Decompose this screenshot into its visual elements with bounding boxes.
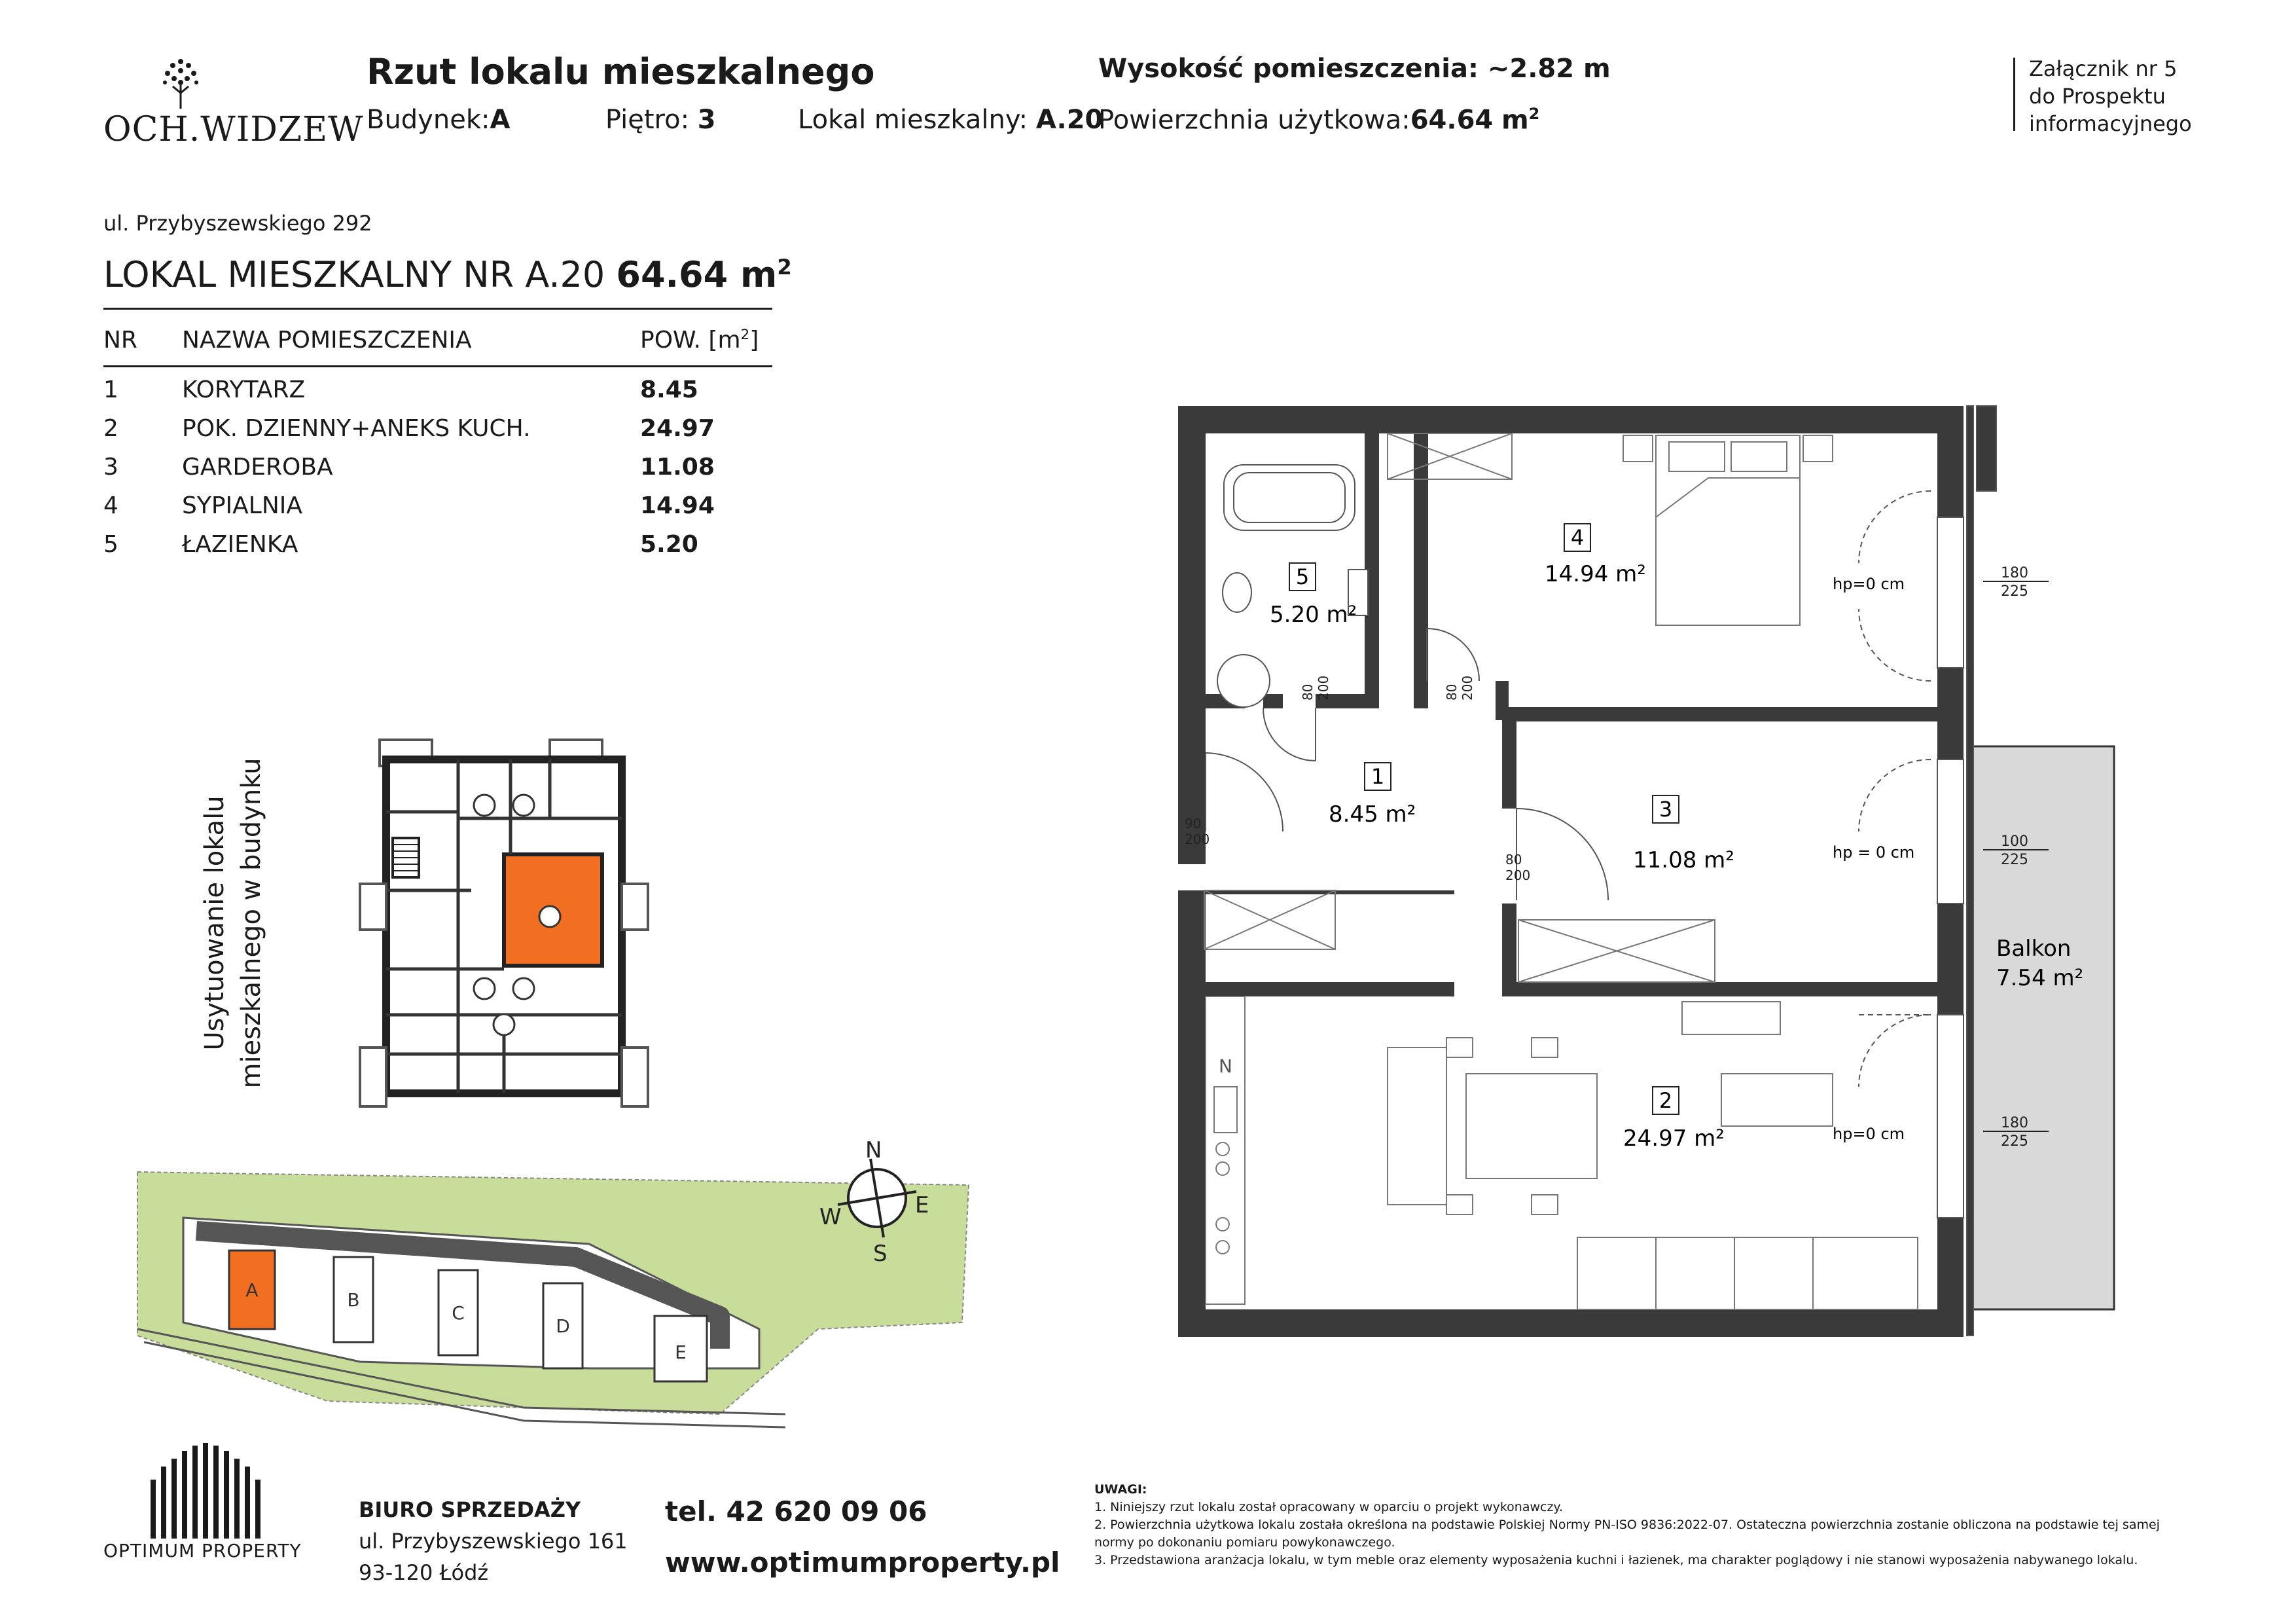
note-line: 1. Niniejszy rzut lokalu został opracowany w oparciu o projekt wykonawczy. [1094, 1500, 1564, 1514]
bed-icon [1623, 435, 1833, 625]
unit-label: Lokal mieszkalny: [798, 105, 1028, 135]
sales-office-street: ul. Przybyszewskiego 161 [359, 1529, 628, 1554]
door-height: 200 [1460, 675, 1475, 701]
window-height: 225 [2001, 1133, 2028, 1150]
phone-link[interactable]: tel. 42 620 09 06 [665, 1495, 927, 1527]
rooms-table [103, 308, 772, 560]
room-name: SYPIALNIA [182, 492, 303, 519]
note-line: 3. Przedstawiona aranżacja lokalu, w tym meble oraz elementy wyposażenia kuchni i łazienek, ma charakter poglądowy i nie stanowi wyposażenia nabywanego lokalu. [1094, 1553, 2138, 1567]
table-row [103, 406, 772, 445]
sales-office [359, 1494, 628, 1588]
compass-s: S [873, 1241, 888, 1267]
unit-heading-text: LOKAL MIESZKALNY NR A.20 [103, 254, 605, 295]
room-nr: 5 [1295, 564, 1310, 589]
col-area-sup: 2 [740, 327, 750, 343]
room-nr: 1 [103, 376, 118, 403]
area-unit: m [1501, 105, 1529, 136]
optimum-property-logo [151, 1440, 281, 1539]
building-label: A [245, 1279, 259, 1301]
room-area: 11.08 [640, 454, 715, 481]
door-width: 80 [1444, 684, 1460, 701]
attachment-line: Załącznik nr 5 [2029, 56, 2178, 81]
building-label: C [452, 1302, 465, 1324]
area-value: 64.64 [1410, 105, 1494, 136]
window-height: 225 [2001, 852, 2028, 868]
building-label: D [556, 1315, 570, 1337]
door-width: 80 [1300, 684, 1316, 701]
attachment-line: informacyjnego [2029, 111, 2192, 136]
room-name: GARDEROBA [182, 454, 333, 481]
col-area [640, 309, 772, 367]
window-height: 225 [2001, 583, 2028, 600]
door-height: 200 [1505, 867, 1531, 883]
room-nr: 2 [1659, 1088, 1673, 1113]
usable-area: Powierzchnia użytkowa:64.64 $m^2$ [1098, 105, 1540, 136]
contact-block [665, 1486, 1060, 1588]
area-label: Powierzchnia użytkowa: [1098, 105, 1410, 136]
building-a [229, 1250, 275, 1329]
balcony [1970, 746, 2114, 1309]
room-area: 8.45 m² [1329, 801, 1416, 828]
building-b [334, 1257, 373, 1342]
room-area: 24.97 m² [1623, 1125, 1725, 1152]
col-name: NAZWA POMIESZCZENIA [182, 309, 640, 367]
room-nr: 2 [103, 415, 118, 442]
compass-n: N [865, 1137, 882, 1163]
attachment-note [2029, 55, 2192, 137]
note-line: 2. Powierzchnia użytkowa lokalu została określona na podstawie Polskiej Normy PN-ISO 9836:2022-07. Ostateczna powierzchnia zostanie obliczona na podstawie tej samej [1094, 1518, 2160, 1532]
door-height: 200 [1185, 831, 1210, 847]
page-title: Rzut lokalu mieszkalnego [367, 51, 875, 92]
unit-heading [103, 254, 792, 295]
window-width: 180 [2001, 565, 2028, 581]
room-area: 5.20 [640, 531, 698, 558]
room-tag-4 [1545, 524, 1646, 587]
location-label-line: mieszkalnego w budynku [236, 757, 266, 1089]
sales-office-title: BIURO SPRZEDAŻY [359, 1497, 581, 1522]
compass-e: E [915, 1192, 929, 1218]
door-height: 200 [1316, 675, 1331, 701]
room-tag-2 [1623, 1087, 1725, 1152]
site-plan [131, 1137, 982, 1447]
brand-logo-text: OCH.WIDZEW [103, 110, 364, 149]
website-link[interactable]: www.optimumproperty.pl [665, 1546, 1060, 1578]
unit-heading-sup: 2 [777, 255, 792, 280]
room-area: 11.08 m² [1633, 847, 1734, 873]
building-label: B [347, 1289, 360, 1311]
unit-info-line [367, 105, 1103, 135]
room-area: 14.94 m² [1545, 561, 1646, 587]
location-label-line: Usytuowanie lokalu [200, 795, 230, 1051]
col-area-close: ] [749, 327, 759, 354]
room-area: 14.94 [640, 492, 715, 519]
sill-height-label: hp=0 cm [1833, 1125, 1905, 1143]
col-nr: NR [103, 309, 182, 367]
compass-w: W [819, 1204, 842, 1230]
notes [1094, 1481, 2220, 1569]
room-nr: 4 [1570, 525, 1585, 550]
unit-heading-area: 64.64 m [616, 254, 778, 295]
table-header-row [103, 309, 772, 367]
sill-height-label: hp = 0 cm [1833, 843, 1915, 862]
kitchen-furniture [1206, 996, 1918, 1309]
room-nr: 5 [103, 531, 118, 558]
building-c [439, 1270, 478, 1355]
building-label: Budynek: [367, 105, 490, 135]
room-area: 8.45 [640, 376, 698, 403]
brand-tree-icon [154, 56, 207, 109]
window-width: 100 [2001, 833, 2028, 850]
room-tag-3 [1633, 795, 1734, 873]
room-tag-1 [1329, 763, 1416, 828]
building-key-plan [353, 727, 655, 1120]
building-d [543, 1283, 583, 1368]
window-width: 180 [2001, 1115, 2028, 1131]
room-area: 5.20 m² [1270, 602, 1357, 628]
room-area: 24.97 [640, 415, 715, 442]
unit-value: A.20 [1035, 105, 1103, 135]
location-label [196, 740, 270, 1106]
room-height: Wysokość pomieszczenia: ~2.82 m [1098, 54, 1611, 84]
fridge-mark: N [1219, 1055, 1232, 1077]
street-address: ul. Przybyszewskiego 292 [103, 211, 372, 236]
floor-label: Piętro: [605, 105, 690, 135]
room-name: KORYTARZ [182, 376, 306, 403]
sill-height-label: hp=0 cm [1833, 575, 1905, 593]
note-line: normy po dokonaniu pomiaru powykonawczego. [1094, 1535, 1395, 1550]
optimum-property-text: OPTIMUM PROPERTY [103, 1540, 302, 1561]
building-label: E [675, 1341, 687, 1363]
room-name: ŁAZIENKA [182, 531, 298, 558]
notes-title: UWAGI: [1094, 1482, 1147, 1497]
table-row [103, 445, 772, 483]
building-value: A [490, 105, 511, 135]
attachment-line: do Prospektu [2029, 84, 2166, 109]
room-nr: 3 [103, 454, 118, 481]
room-name: POK. DZIENNY+ANEKS KUCH. [182, 415, 531, 442]
sales-office-city: 93-120 Łódź [359, 1560, 489, 1585]
floor-plan [1165, 393, 2134, 1362]
door-width: 90 [1185, 816, 1202, 831]
room-nr: 3 [1659, 797, 1673, 822]
balcony-label: Balkon [1996, 936, 2072, 962]
door-width: 80 [1505, 852, 1522, 867]
balcony-area: 7.54 m² [1996, 965, 2084, 991]
building-e [655, 1316, 707, 1381]
room-nr: 1 [1371, 764, 1385, 789]
room-tag-5 [1270, 563, 1357, 628]
col-area-text: POW. [m [640, 327, 741, 354]
table-row [103, 367, 772, 407]
attachment-divider [2013, 58, 2015, 131]
room-nr: 4 [103, 492, 118, 519]
floor-value: 3 [697, 105, 716, 135]
table-row [103, 522, 772, 560]
table-row [103, 483, 772, 522]
